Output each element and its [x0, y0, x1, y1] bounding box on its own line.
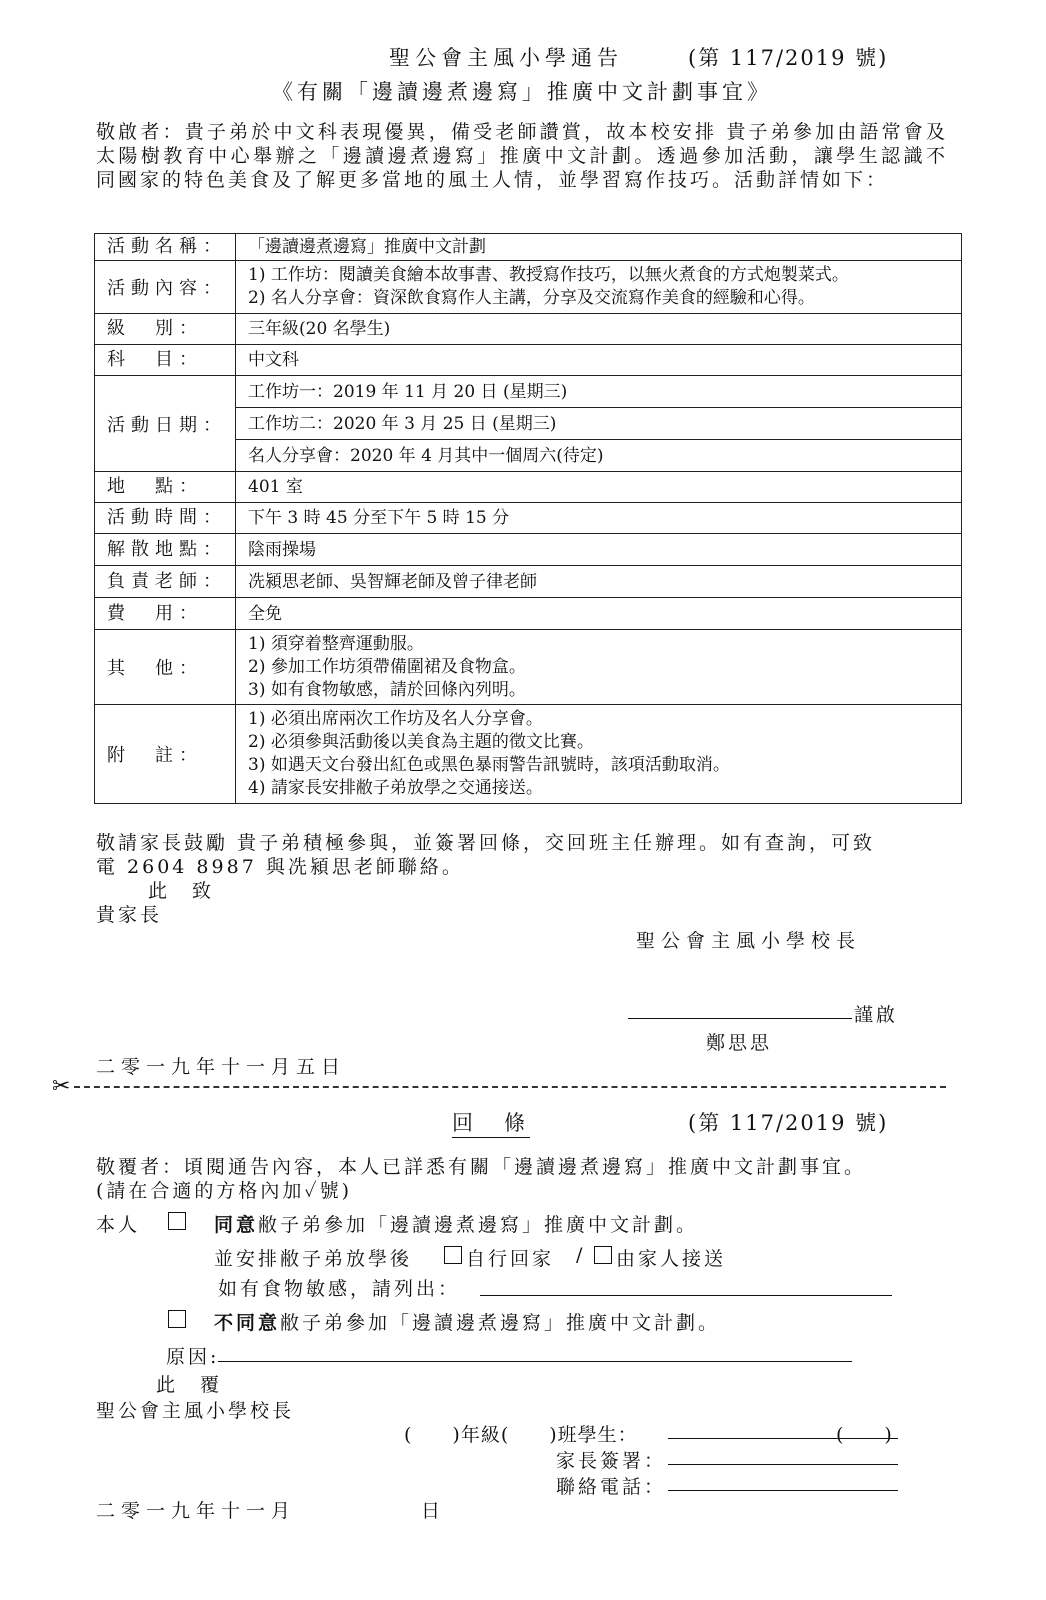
reply-to-principal: 聖公會主風小學校長 [96, 1400, 295, 1422]
table-row [95, 234, 962, 261]
agree-checkbox[interactable] [168, 1212, 186, 1232]
notes-item: 2) 必須參與活動後以美食為主題的徵文比賽。 [248, 732, 594, 752]
reason-input-line[interactable] [218, 1361, 852, 1362]
scissors-icon: ✂ [52, 1074, 71, 1099]
row-label: 解散地點： [95, 534, 236, 566]
parent-sign-label: 家長簽署： [556, 1450, 667, 1472]
family-pickup-label: 由家人接送 [616, 1248, 727, 1270]
closing-jinqi: 謹啟 [854, 1004, 899, 1026]
table-row [95, 705, 962, 804]
intro-paragraph: 敬啟者：貴子弟於中文科表現優異，備受老師讚賞，故本校安排 貴子弟參加由語常會及太陽樹教育中心舉辦之「邊讀邊煮邊寫」推廣中文計劃。透過參加活動，讓學生認識不同國家的特色美食及了解更多當地的風土人情，並學習寫作技巧。活動詳情如下： [96, 121, 948, 191]
phone-line[interactable] [668, 1490, 898, 1491]
activity-info-table [94, 233, 962, 804]
row-value: 401 室 [236, 472, 962, 503]
allergy-input-line[interactable] [480, 1295, 892, 1296]
row-value [236, 261, 962, 314]
date-item: 名人分享會：2020 年 4 月其中一個周六(待定) [236, 440, 962, 472]
row-label: 費 用： [95, 598, 236, 630]
agree-bold: 同意 [214, 1214, 259, 1236]
notice-number: (第 117/2019 號) [688, 46, 889, 70]
closing-zhi: 此 致 [148, 880, 215, 902]
date-item: 工作坊一：2019 年 11 月 20 日 (星期三) [236, 376, 962, 408]
table-row [95, 598, 962, 630]
row-value [236, 705, 962, 804]
signature-line [628, 1018, 852, 1019]
principal-title: 聖公會主風小學校長 [636, 930, 862, 952]
row-value: 陰雨操場 [236, 534, 962, 566]
option-separator: / [576, 1244, 586, 1266]
row-value: 「邊讀邊煮邊寫」推廣中文計劃 [236, 234, 962, 261]
phone-label: 聯絡電話： [556, 1476, 667, 1498]
notes-item: 3) 如遇天文台發出紅色或黑色暴雨警告訊號時，該項活動取消。 [248, 755, 730, 775]
row-label: 級 別： [95, 314, 236, 345]
date-item: 工作坊二：2020 年 3 月 25 日 (星期三) [236, 408, 962, 440]
reply-title [452, 1107, 530, 1138]
reason-label: 原因: [166, 1346, 220, 1368]
closing-line: 敬請家長鼓勵 貴子弟積極參與，並簽署回條，交回班主任辦理。如有查詢，可致 [96, 832, 876, 854]
closing-line: 電 2604 8987 與冼潁思老師聯絡。 [96, 856, 464, 878]
row-label: 附 註： [95, 705, 236, 804]
table-row [95, 566, 962, 598]
notes-item: 1) 必須出席兩次工作坊及名人分享會。 [248, 709, 543, 729]
row-label: 活動時間： [95, 503, 236, 534]
content-item: 2) 名人分享會：資深飲食寫作人主講，分享及交流寫作美食的經驗和心得。 [248, 288, 815, 308]
content-item: 1) 工作坊：閱讀美食繪本故事書、教授寫作技巧，以無火煮食的方式炮製菜式。 [248, 265, 849, 285]
disagree-line [214, 1308, 720, 1335]
reply-title-text: 回 條 [452, 1107, 530, 1138]
table-row [95, 376, 962, 408]
row-label: 活動內容： [95, 261, 236, 314]
self-home-label: 自行回家 [466, 1248, 555, 1270]
table-row [95, 314, 962, 345]
cut-line [74, 1086, 946, 1088]
row-value: 中文科 [236, 345, 962, 376]
row-label: 活動日期： [95, 376, 236, 472]
table-row [95, 534, 962, 566]
notice-date: 二零一九年十一月五日 [96, 1056, 347, 1078]
disagree-checkbox[interactable] [168, 1310, 186, 1330]
reply-self: 本人 [96, 1214, 141, 1236]
class-line-label: ( )年級( )班學生： [404, 1424, 638, 1446]
row-label: 其 他： [95, 630, 236, 705]
closing-parents: 貴家長 [96, 904, 163, 926]
row-value [236, 630, 962, 705]
row-value: 冼潁思老師、吳智輝老師及曾子律老師 [236, 566, 962, 598]
agree-line [214, 1210, 698, 1237]
row-label: 科 目： [95, 345, 236, 376]
row-value: 下午 3 時 45 分至下午 5 時 15 分 [236, 503, 962, 534]
agree-text: 敝子弟參加「邊讀邊煮邊寫」推廣中文計劃。 [258, 1214, 699, 1236]
row-label: 負責老師： [95, 566, 236, 598]
table-row [95, 503, 962, 534]
notice-title: 聖公會主風小學通告 [389, 46, 623, 70]
row-label: 活動名稱： [95, 234, 236, 261]
row-value: 三年級(20 名學生) [236, 314, 962, 345]
reply-instruction: (請在合適的方格內加✓號) [96, 1180, 353, 1202]
others-item: 1) 須穿着整齊運動服。 [248, 633, 424, 654]
principal-name: 鄭思思 [706, 1032, 773, 1054]
notes-item: 4) 請家長安排敝子弟放學之交通接送。 [248, 778, 543, 798]
allergy-label: 如有食物敏感，請列出： [218, 1278, 461, 1300]
reply-fu: 此 覆 [156, 1374, 223, 1396]
table-row [95, 261, 962, 314]
family-pickup-checkbox[interactable] [594, 1246, 612, 1266]
row-value: 全免 [236, 598, 962, 630]
reply-line: 敬覆者：頃閱通告內容，本人已詳悉有關「邊讀邊煮邊寫」推廣中文計劃事宜。 [96, 1156, 867, 1178]
class-number-bracket: ( ) [836, 1424, 893, 1446]
table-row [95, 345, 962, 376]
self-home-checkbox[interactable] [444, 1246, 462, 1266]
arrange-label: 並安排敝子弟放學後 [214, 1248, 413, 1270]
table-row [95, 630, 962, 705]
row-label: 地 點： [95, 472, 236, 503]
disagree-bold: 不同意 [214, 1312, 281, 1334]
disagree-text: 敝子弟參加「邊讀邊煮邊寫」推廣中文計劃。 [280, 1312, 721, 1334]
others-item: 3) 如有食物敏感，請於回條內列明。 [248, 679, 526, 700]
reply-date: 二零一九年十一月 日 [96, 1500, 447, 1522]
others-item: 2) 參加工作坊須帶備圍裙及食物盒。 [248, 656, 526, 677]
table-row [95, 472, 962, 503]
reply-number: (第 117/2019 號) [688, 1111, 889, 1135]
parent-sign-line[interactable] [668, 1464, 898, 1465]
notice-subject: 《有關「邊讀邊煮邊寫」推廣中文計劃事宜》 [272, 80, 772, 104]
